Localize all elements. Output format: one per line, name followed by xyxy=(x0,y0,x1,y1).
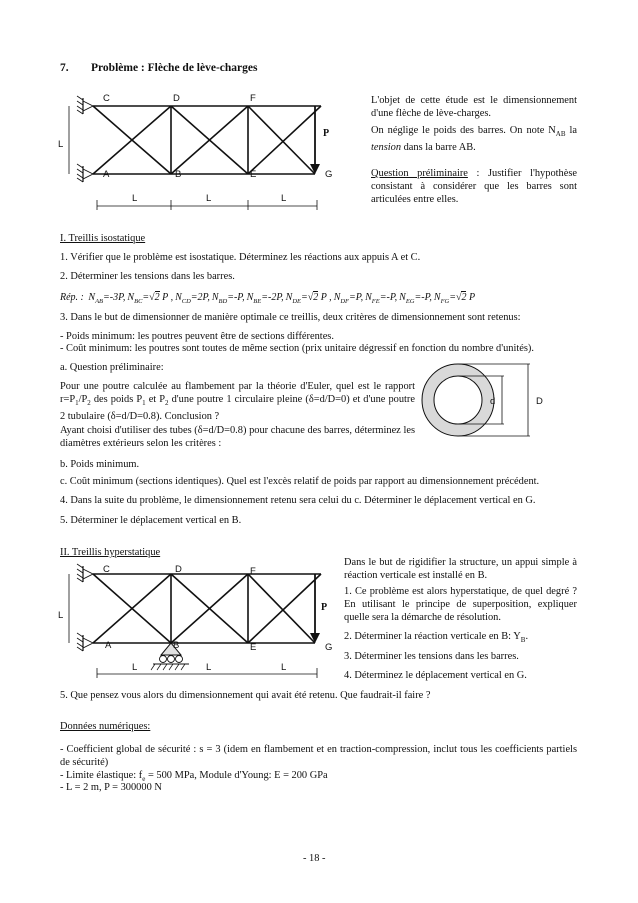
tension-answer-de: $N_{DE}=√2$ P , xyxy=(285,292,332,305)
sqrt-icon: √ xyxy=(455,292,462,303)
section-2-title: II. Treillis hyperstatique xyxy=(60,547,161,558)
sqrt-icon: √ xyxy=(149,292,155,303)
question-b: b. Poids minimum. xyxy=(60,459,140,470)
node2-label-b: B xyxy=(173,640,180,651)
criterion-cost: - Coût minimum: les poutres sont toutes de même section (prix unitaire dégressif en fonction du nombre d'unités). xyxy=(60,343,534,354)
truss-bars-2 xyxy=(93,574,321,643)
support-c2-icon xyxy=(77,564,93,582)
truss-bars xyxy=(93,106,321,174)
support-a-icon xyxy=(77,164,93,182)
node2-label-f: F xyxy=(250,566,256,577)
dim-label-span-1: L xyxy=(132,193,138,204)
intro-paragraph-1: L'objet de cette étude est le dimensionnement d'une flèche de lève-charges. xyxy=(371,95,577,119)
tension-answer-df: $N_{DF}=P$, xyxy=(333,292,364,305)
tension-answer-bc: $N_{BC}=√2$ P , xyxy=(127,292,174,305)
problem-title: Problème : Flèche de lève-charges xyxy=(91,62,258,74)
section-1-title: I. Treillis isostatique xyxy=(60,233,146,244)
data-title: Données numériques: xyxy=(60,721,151,732)
data-safety-factor: - Coefficient global de sécurité : s = 3 (idem en flambement et en traction-compression, inclut tous les coefficients partiels de sécurité) xyxy=(60,744,577,768)
node2-label-g: G xyxy=(325,642,333,653)
question-c: c. Coût minimum (sections identiques). Quel est l'excès relatif de poids par rapport au dimensionnement précédent. xyxy=(60,476,540,487)
question-2: 2. Déterminer les tensions dans les barres. xyxy=(60,271,235,282)
dim-label-span-3: L xyxy=(281,193,287,204)
node-label-e: E xyxy=(250,169,257,180)
truss-figure-hyperstatic xyxy=(55,560,345,685)
tube-label-d: d xyxy=(490,396,496,407)
section-2-question-5: 5. Que pensez vous alors du dimensionnement qui avait été retenu. Que faudrait-il faire ? xyxy=(60,690,431,701)
data-geometry-load: - L = 2 m, P = 300000 N xyxy=(60,782,162,793)
node2-label-c: C xyxy=(103,564,110,575)
truss-figure-isostatic xyxy=(55,88,345,213)
support-c-icon xyxy=(77,96,93,114)
section-2-question-1: 1. Ce problème est alors hyperstatique, de quel degré ? En utilisant le principe de superposition, expliquer quelle sera la démarche de résolution. xyxy=(344,586,577,623)
question-3: 3. Dans le but de dimensionner de manière optimale ce treillis, deux critères de dimensionnement sont retenus: xyxy=(60,312,521,323)
dim2-label-side: L xyxy=(58,610,64,621)
tension-answer-bd: $N_{BD}=-P$, xyxy=(211,292,245,305)
tension-answer-cd: $N_{CD}=2P$, xyxy=(175,292,210,305)
intro-paragraph-2: On néglige le poids des barres. On note $N_{AB}$ la tension dans la barre AB. xyxy=(371,125,577,154)
intro-preliminary-question: Question préliminaire : Justifier l'hypothèse consistant à considérer que les barres sont articulées entre elles. xyxy=(371,168,577,205)
tube-label-D: D xyxy=(536,396,543,407)
question-a-text-2: Ayant choisi d'utiliser des tubes (δ=d/D=0.8) pour chacune des barres, déterminez les diamètres extérieurs selon les critères : xyxy=(60,425,415,449)
tube-section-figure xyxy=(420,362,580,442)
node-label-a: A xyxy=(103,169,110,180)
section-2-question-3: 3. Déterminer les tensions dans les barres. xyxy=(344,651,519,662)
node-label-c: C xyxy=(103,93,110,104)
answer-tensions: Rép. : $N_{AB}=-3P$, $N_{BC}=√2$ P , $N_{CD}=2P$, $N_{BD}=-P$, $N_{BE}=-2P$, $N_{DE}=√2$ P , $N_{DF}=P$, $N_{FE}=-P$, $N_{EG}=-P$, $N_{FG}=√2$ P xyxy=(60,292,476,305)
dim-label-side: L xyxy=(58,139,64,150)
dim2-label-span-2: L xyxy=(206,662,212,673)
load2-label-p: P xyxy=(321,602,328,613)
dimension-lines xyxy=(69,106,317,210)
tension-answer-ab: $N_{AB}=-3P$, xyxy=(88,292,126,305)
criterion-weight: - Poids minimum: les poutres peuvent être de sections différentes. xyxy=(60,331,334,342)
question-a-text: Pour une poutre calculée au flambement par la théorie d'Euler, quel est le rapport $r=P_1/P_2$ des poids $P_1$ et $P_2$ d'une poutre 1 circulaire pleine (δ=d/D=0) et d'une poutre 2 tubulaire (δ=d/D=0.8). Conclusion ? xyxy=(60,381,415,423)
load-arrow-2-icon xyxy=(310,574,320,643)
question-a: a. Question préliminaire: xyxy=(60,362,164,373)
node-label-f: F xyxy=(250,93,256,104)
tension-answer-fe: $N_{FE}=-P$, xyxy=(365,292,398,305)
section-2-question-4: 4. Déterminez le déplacement vertical en G. xyxy=(344,670,527,681)
dim-label-span-2: L xyxy=(206,193,212,204)
node-label-d: D xyxy=(173,93,180,104)
dim2-label-span-1: L xyxy=(132,662,138,673)
data-material: - Limite élastique: $f_e = 500$ MPa, Module d'Young: E = 200 GPa xyxy=(60,770,328,784)
tension-answer-fg: $N_{FG}=√2$ P xyxy=(433,292,476,305)
node2-label-a: A xyxy=(105,640,112,651)
tension-answer-eg: $N_{EG}=-P$, xyxy=(399,292,432,305)
question-1: 1. Vérifier que le problème est isostatique. Déterminez les réactions aux appuis A et C. xyxy=(60,252,421,263)
section-2-paragraph-1: Dans le but de rigidifier la structure, un appui simple à réaction verticale est installé en B. xyxy=(344,557,577,581)
load-arrow-icon xyxy=(310,106,320,174)
support-a2-icon xyxy=(77,633,93,651)
load-label-p: P xyxy=(323,128,330,139)
node-label-g: G xyxy=(325,169,333,180)
page-number: - 18 - xyxy=(303,853,326,864)
section-2-question-2: 2. Déterminer la réaction verticale en B: $Y_B$. xyxy=(344,631,529,645)
tension-answer-be: $N_{BE}=-2P$, xyxy=(246,292,284,305)
question-4: 4. Dans la suite du problème, le dimensionnement retenu sera celui du c. Déterminer le déplacement vertical en G. xyxy=(60,495,536,506)
dim2-label-span-3: L xyxy=(281,662,287,673)
node2-label-e: E xyxy=(250,642,257,653)
node2-label-d: D xyxy=(175,564,182,575)
dimension-lines-2 xyxy=(69,574,317,678)
node-label-b: B xyxy=(175,169,182,180)
roller-support-b-icon xyxy=(151,643,189,670)
sqrt-icon: √ xyxy=(307,292,314,303)
problem-number: 7. xyxy=(60,62,69,74)
question-5: 5. Déterminer le déplacement vertical en B. xyxy=(60,515,242,526)
